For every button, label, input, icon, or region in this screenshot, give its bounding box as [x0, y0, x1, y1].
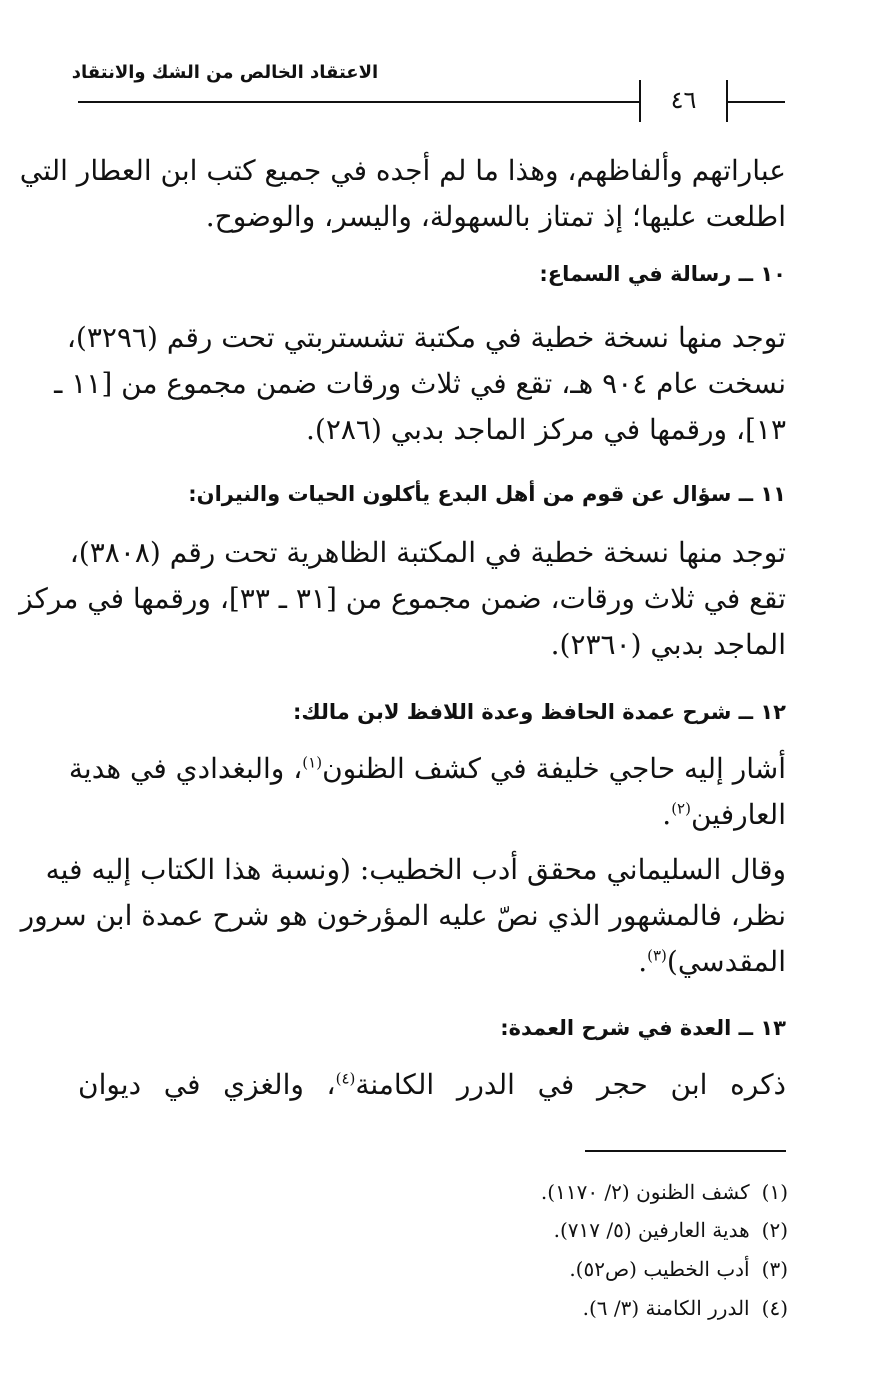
footnote — [300, 1218, 788, 1242]
text-line: توجد منها نسخة خطية في المكتبة الظاهرية تحت رقم (٣٨٠٨)، — [69, 536, 786, 569]
text-line: أشار إليه حاجي خليفة في كشف الظنون$^{(١)}$، والبغدادي في هدية — [68, 752, 786, 785]
footnote-ref[interactable]: (١) — [302, 753, 323, 772]
text-line: نسخت عام ٩٠٤ هـ، تقع في ثلاث ورقات ضمن مجموع من [١١ ـ — [54, 367, 786, 400]
header-rule — [727, 101, 785, 103]
paragraph — [19, 148, 786, 240]
header-rule — [78, 101, 640, 103]
footnote-number: (١) — [761, 1180, 788, 1204]
text-line: توجد منها نسخة خطية في مكتبة تشستربتي تحت رقم (٣٢٩٦)، — [66, 321, 786, 354]
section-heading: ١٢ ــ شرح عمدة الحافظ وعدة اللافظ لابن مالك: — [293, 700, 786, 724]
text-line: عباراتهم وألفاظهم، وهذا ما لم أجده في جميع كتب ابن العطار التي — [19, 154, 786, 187]
running-header-title: الاعتقاد الخالص من الشك والانتقاد — [71, 62, 379, 83]
text-line: العارفين$^{(٢)}$. — [662, 798, 786, 831]
footnote-text: كشف الظنون (٢/ ١١٧٠). — [540, 1180, 750, 1204]
text-line: المقدسي)$^{(٣)}$. — [638, 945, 786, 978]
footnote-number: (٢) — [761, 1218, 788, 1242]
text-line: ١٣]، ورقمها في مركز الماجد بدبي (٢٨٦). — [306, 413, 786, 446]
footnote-text: الدرر الكامنة (٣/ ٦). — [582, 1296, 750, 1320]
paragraph — [54, 315, 786, 453]
footnote-ref[interactable]: (٤) — [335, 1069, 356, 1088]
footnote-text: هدية العارفين (٥/ ٧١٧). — [553, 1218, 750, 1242]
footnote-number: (٣) — [761, 1257, 788, 1281]
footnote — [300, 1296, 788, 1320]
paragraph — [19, 530, 786, 668]
footnote-separator — [585, 1150, 786, 1152]
page-number: ٤٦ — [670, 86, 697, 114]
section-heading: ١٠ ــ رسالة في السماع: — [539, 262, 786, 286]
footnote-ref[interactable]: (٢) — [671, 799, 691, 818]
text-line: ذكره ابن حجر في الدرر الكامنة$^{(٤)}$، والغزي في ديوان — [78, 1068, 787, 1101]
footnote-text: أدب الخطيب (ص٥٢). — [569, 1257, 750, 1281]
text-line: وقال السليماني محقق أدب الخطيب: (ونسبة هذا الكتاب إليه فيه — [45, 853, 786, 886]
text-line: الماجد بدبي (٢٣٦٠). — [550, 628, 786, 661]
section-heading: ١١ ــ سؤال عن قوم من أهل البدع يأكلون الحيات والنيران: — [188, 482, 786, 506]
section-heading: ١٣ ــ العدة في شرح العمدة: — [500, 1016, 786, 1040]
footnote — [300, 1257, 788, 1281]
text-line: اطلعت عليها؛ إذ تمتاز بالسهولة، واليسر، والوضوح. — [205, 200, 786, 233]
paragraph — [78, 1062, 786, 1108]
paragraph — [20, 847, 786, 985]
text-line: نظر، فالمشهور الذي نصّ عليه المؤرخون هو شرح عمدة ابن سرور — [20, 899, 786, 932]
footnote — [300, 1180, 788, 1204]
paragraph — [68, 746, 786, 838]
footnote-ref[interactable]: (٣) — [647, 946, 667, 965]
footnote-number: (٤) — [761, 1296, 788, 1320]
text-line: تقع في ثلاث ورقات، ضمن مجموع من [٣١ ـ ٣٣]، ورقمها في مركز — [19, 582, 786, 615]
